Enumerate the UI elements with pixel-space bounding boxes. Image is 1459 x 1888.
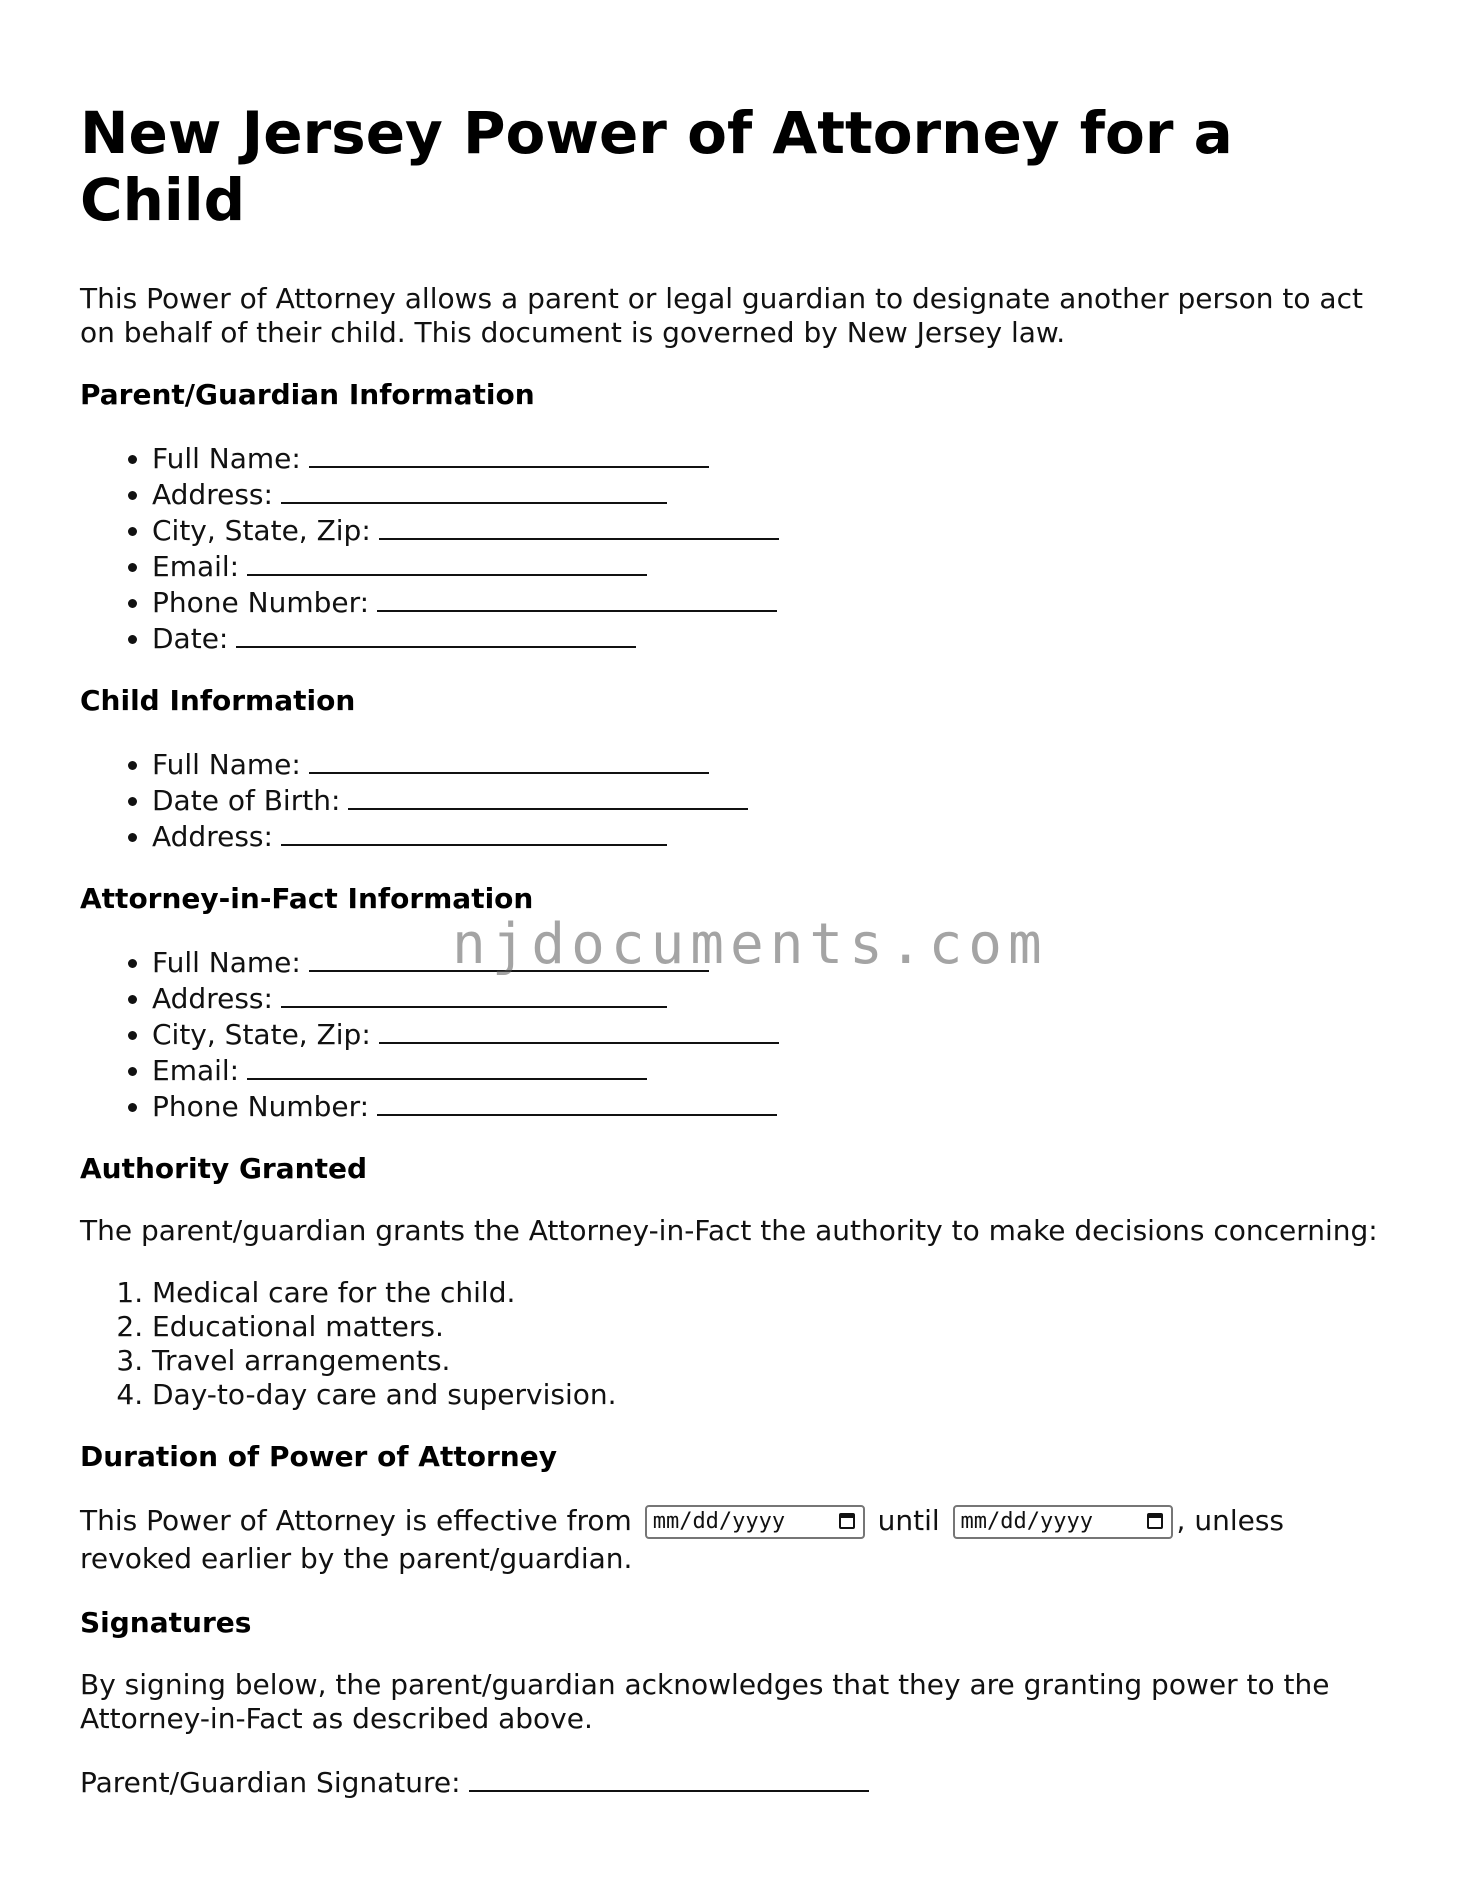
child-fields-list [80, 746, 1380, 854]
field-label: City, State, Zip: [152, 1018, 371, 1051]
signature-line[interactable] [469, 1764, 869, 1792]
list-item [152, 746, 1380, 782]
date-placeholder: mm/dd/yyyy [652, 1509, 786, 1534]
attorney-fields-list [80, 944, 1380, 1124]
field-label: Address: [152, 820, 273, 853]
parent-full-name-line[interactable] [309, 440, 709, 468]
authority-text: The parent/guardian grants the Attorney-in-Fact the authority to make decisions concerning: [80, 1214, 1378, 1247]
start-date-input[interactable] [645, 1505, 865, 1539]
duration-text-after: , unless revoked earlier by the parent/guardian. [80, 1504, 1285, 1575]
field-label: Email: [152, 550, 240, 583]
parent-fields-list [80, 440, 1380, 656]
date-placeholder: mm/dd/yyyy [960, 1509, 1093, 1534]
list-item [152, 782, 1380, 818]
list-item [152, 980, 1380, 1016]
list-item [152, 1016, 1380, 1052]
child-address-line[interactable] [281, 818, 667, 846]
list-item [152, 476, 1380, 512]
list-item: 1. Medical care for the child. [152, 1276, 1380, 1310]
child-full-name-line[interactable] [309, 746, 709, 774]
authority-section-heading: Authority Granted [80, 1152, 367, 1185]
parent-city-state-zip-line[interactable] [379, 512, 779, 540]
field-label: Full Name: [152, 442, 301, 475]
field-label: Phone Number: [152, 586, 370, 619]
duration-section-heading: Duration of Power of Attorney [80, 1440, 557, 1473]
parent-section-heading: Parent/Guardian Information [80, 378, 535, 411]
duration-text-before: This Power of Attorney is effective from [80, 1504, 632, 1537]
list-item: 4. Day-to-day care and supervision. [152, 1378, 1380, 1412]
attorney-email-line[interactable] [247, 1052, 647, 1080]
field-label: Phone Number: [152, 1090, 370, 1123]
list-item: 2. Educational matters. [152, 1310, 1380, 1344]
list-item [152, 584, 1380, 620]
field-label: City, State, Zip: [152, 514, 371, 547]
authority-list [80, 1276, 1380, 1412]
list-item [152, 1052, 1380, 1088]
field-label: Address: [152, 478, 273, 511]
intro-text: This Power of Attorney allows a parent or legal guardian to designate another person to act on behalf of their child. This document is governed by New Jersey law. [80, 282, 1363, 349]
parent-email-line[interactable] [247, 548, 647, 576]
document [80, 100, 1380, 1828]
calendar-icon[interactable] [839, 1513, 855, 1529]
parent-phone-line[interactable] [377, 584, 777, 612]
list-item [152, 818, 1380, 854]
child-dob-line[interactable] [348, 782, 748, 810]
field-label: Full Name: [152, 946, 301, 979]
field-label: Email: [152, 1054, 240, 1087]
attorney-full-name-line[interactable] [309, 944, 709, 972]
signature-label: Parent/Guardian Signature: [80, 1766, 461, 1799]
attorney-phone-line[interactable] [377, 1088, 777, 1116]
page-title: New Jersey Power of Attorney for a Child [80, 99, 1233, 234]
attorney-city-state-zip-line[interactable] [379, 1016, 779, 1044]
list-item [152, 512, 1380, 548]
duration-text [80, 1502, 1380, 1578]
attorney-address-line[interactable] [281, 980, 667, 1008]
list-item [152, 944, 1380, 980]
field-label: Date of Birth: [152, 784, 341, 817]
parent-date-line[interactable] [236, 620, 636, 648]
parent-address-line[interactable] [281, 476, 667, 504]
list-item [152, 440, 1380, 476]
signatures-section-heading: Signatures [80, 1606, 252, 1639]
list-item [152, 1088, 1380, 1124]
watermark: njdocuments.com [452, 912, 1048, 977]
list-item [152, 620, 1380, 656]
calendar-icon[interactable] [1147, 1513, 1163, 1529]
list-item: 3. Travel arrangements. [152, 1344, 1380, 1378]
signatures-text: By signing below, the parent/guardian acknowledges that they are granting power to the Attorney-in-Fact as described above. [80, 1668, 1330, 1735]
attorney-section-heading: Attorney-in-Fact Information [80, 882, 534, 915]
signature-row [80, 1764, 1380, 1800]
field-label: Full Name: [152, 748, 301, 781]
end-date-input[interactable] [953, 1505, 1173, 1539]
field-label: Date: [152, 622, 229, 655]
list-item [152, 548, 1380, 584]
field-label: Address: [152, 982, 273, 1015]
duration-text-middle: until [877, 1504, 940, 1537]
child-section-heading: Child Information [80, 684, 356, 717]
